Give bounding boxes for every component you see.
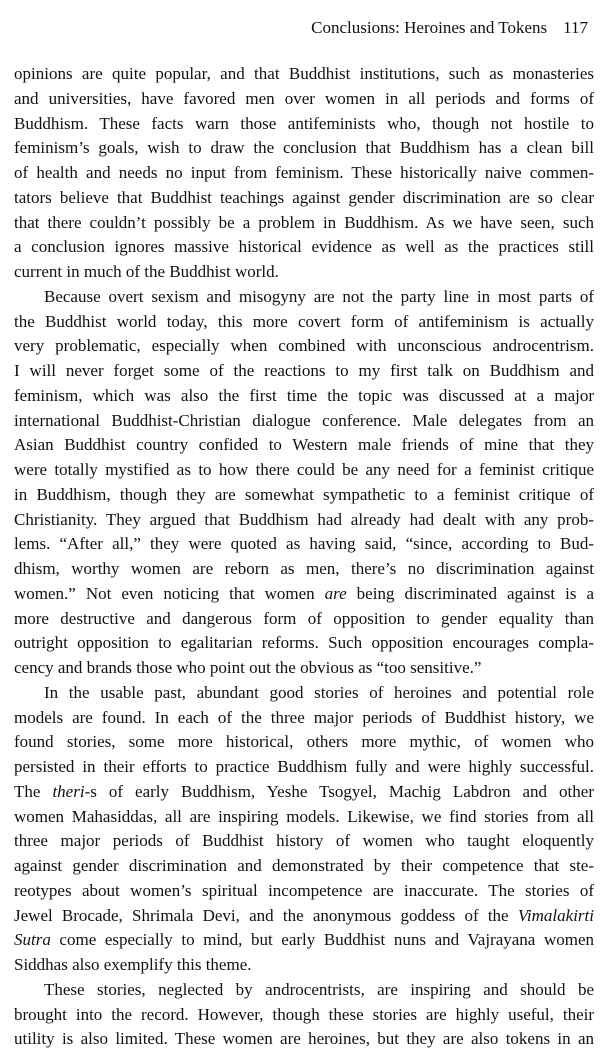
- text-line: [14, 582, 594, 607]
- text-line: lems. “After all,” they were quoted as having said, “since, according to Bud-: [14, 534, 594, 554]
- text-line: women Mahasiddas, all are inspiring models. Likewise, we find stories from all: [14, 806, 594, 826]
- running-head: [311, 18, 588, 38]
- text-line: These stories, neglected by androcentrists, are inspiring and should be: [44, 979, 594, 999]
- text-line: models are found. In each of the three major periods of Buddhist history, we: [14, 707, 594, 727]
- text-line: were totally mystified as to how there could be any need for a feminist critique: [14, 460, 594, 479]
- emphasis: Sutra: [14, 930, 51, 950]
- text-line: dhism, worthy women are reborn as men, there’s no discrimination against: [14, 559, 594, 578]
- text-segment: being discriminated against is a: [346, 583, 594, 603]
- text-line: international Buddhist-Christian dialogue conference. Male delegates from an: [14, 410, 594, 430]
- text-line: [14, 780, 594, 805]
- text-line: feminism’s goals, wish to draw the conclusion that Buddhism has a clean bill: [14, 138, 594, 158]
- text-line: Because overt sexism and misogyny are not the party line in most parts of: [44, 286, 594, 306]
- text-segment: come especially to mind, but early Buddhist nuns and Vajrayana women: [50, 930, 594, 950]
- paragraph-4: [14, 978, 594, 1052]
- text-line: against gender discrimination and demonstrated by their competence that ste-: [14, 856, 594, 875]
- text-segment: Jewel Brocade, Shrimala Devi, and the anonymous goddess of the: [14, 905, 518, 925]
- text-line: I will never forget some of the reactions to my first talk on Buddhism and: [14, 361, 594, 380]
- paragraph-3: [14, 681, 594, 978]
- text-line: and universities, have favored men over women in all periods and forms of: [14, 88, 594, 108]
- text-line: found stories, some more historical, others more mythic, of women who: [14, 732, 594, 752]
- text-segment: women.” Not even noticing that women: [14, 583, 325, 603]
- text-line: Christianity. They argued that Buddhism had already had dealt with any prob-: [14, 509, 594, 529]
- text-segment: -s of early Buddhism, Yeshe Tsogyel, Machig Labdron and other: [84, 781, 594, 801]
- paragraph-2: [14, 285, 594, 681]
- emphasis: Vimalakirti: [517, 905, 594, 925]
- text-line: Buddhism. These facts warn those antifeminists who, though not hostile to: [14, 113, 594, 133]
- emphasis: theri: [52, 781, 85, 801]
- text-line: In the usable past, abundant good stories of heroines and potential role: [44, 682, 594, 702]
- text-segment: The: [14, 781, 53, 801]
- text-line: current in much of the Buddhist world.: [14, 262, 279, 281]
- text-line: persisted in their efforts to practice Buddhism fully and were highly successful.: [14, 757, 594, 776]
- text-line: more destructive and dangerous form of opposition to gender equality than: [14, 608, 594, 628]
- text-line: reotypes about women’s spiritual incompetence are inaccurate. The stories of: [14, 880, 594, 900]
- running-title: Conclusions: Heroines and Tokens: [311, 18, 548, 37]
- text-line: Siddhas also exemplify this theme.: [14, 955, 252, 974]
- text-line: in Buddhism, though they are somewhat sympathetic to a feminist critique of: [14, 484, 594, 504]
- text-line: cency and brands those who point out the obvious as “too sensitive.”: [14, 658, 482, 677]
- text-line: tators believe that Buddhist teachings against gender discrimination are so clear: [14, 187, 594, 207]
- text-line: the Buddhist world today, this more covert form of antifeminism is actually: [14, 311, 594, 331]
- text-line: [14, 904, 594, 929]
- text-line: that there couldn’t possibly be a problem in Buddhism. As we have seen, such: [14, 212, 594, 232]
- text-line: [14, 928, 594, 953]
- text-line: brought into the record. However, though these stories are highly useful, their: [14, 1004, 594, 1024]
- text-line: a conclusion ignores massive historical evidence as well as the practices still: [14, 237, 594, 257]
- page-number: 117: [563, 18, 588, 37]
- paragraph-1: [14, 62, 594, 285]
- text-line: three major periods of Buddhist history of women who taught eloquently: [14, 831, 594, 851]
- text-line: utility is also limited. These women are heroines, but they are also tokens in an: [14, 1029, 594, 1049]
- text-line: feminism, which was also the first time the topic was discussed at a major: [14, 385, 594, 405]
- text-line: Asian Buddhist country confided to Western male friends of mine that they: [14, 435, 594, 455]
- text-line: outright opposition to egalitarian reforms. Such opposition encourages compla-: [14, 633, 594, 653]
- text-line: very problematic, especially when combined with unconscious androcentrism.: [14, 336, 594, 356]
- body-text: [14, 62, 594, 1052]
- text-line: opinions are quite popular, and that Buddhist institutions, such as monasteries: [14, 64, 594, 83]
- emphasis: are: [324, 583, 347, 603]
- text-line: of health and needs no input from feminism. These historically naive commen-: [14, 163, 594, 182]
